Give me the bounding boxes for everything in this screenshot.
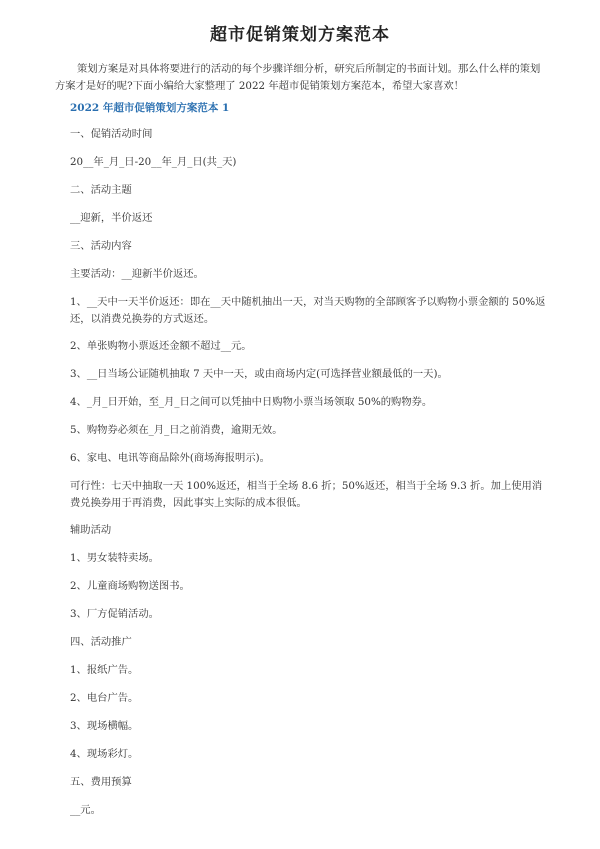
promotion-item-3: 3、现场横幅。 [70, 720, 139, 732]
document-title: 超市促销策划方案范本 [210, 25, 390, 45]
content-item-3: 3、__日当场公证随机抽取 7 天中一天，或由商场内定(可选择营业额最低的一天)。 [70, 368, 448, 380]
heading-budget: 五、费用预算 [70, 776, 132, 788]
content-item-2: 2、单张购物小票返还金额不超过__元。 [70, 340, 252, 352]
content-item-6: 6、家电、电讯等商品除外(商场海报明示)。 [70, 452, 270, 464]
heading-activity-promotion: 四、活动推广 [70, 636, 132, 648]
section-heading: 2022 年超市促销策划方案范本 1 [70, 102, 230, 114]
activity-theme-text: __迎新，半价返还 [70, 212, 153, 224]
feasibility-text: 可行性：七天中抽取一天 100%返还，相当于全场 8.6 折；50%返还，相当于全场 9.3 折。加上使用消费兑换券用于再消费，因此事实上实际的成本很低。 [70, 480, 543, 509]
heading-auxiliary-activity: 辅助活动 [70, 524, 112, 536]
content-item-5: 5、购物券必须在_月_日之前消费，逾期无效。 [70, 424, 283, 436]
content-item-4: 4、_月_日开始，至_月_日之间可以凭抽中日购物小票当场领取 50%的购物券。 [70, 396, 433, 408]
budget-amount: __元。 [70, 804, 101, 816]
promotion-date-range: 20__年_月_日-20__年_月_日(共_天) [70, 156, 237, 168]
heading-activity-theme: 二、活动主题 [70, 184, 132, 196]
auxiliary-item-1: 1、男女装特卖场。 [70, 552, 159, 564]
heading-activity-content: 三、活动内容 [70, 240, 132, 252]
auxiliary-item-3: 3、厂方促销活动。 [70, 608, 159, 620]
main-activity-text: 主要活动：__迎新半价返还。 [70, 268, 204, 280]
content-item-1: 1、__天中一天半价返还：即在__天中随机抽出一天，对当天购物的全部顾客予以购物小票金额的 50%返还，以消费兑换券的方式返还。 [70, 296, 546, 325]
auxiliary-item-2: 2、儿童商场购物送图书。 [70, 580, 190, 592]
promotion-item-4: 4、现场彩灯。 [70, 748, 139, 760]
promotion-item-1: 1、报纸广告。 [70, 664, 139, 676]
intro-paragraph: 策划方案是对具体将要进行的活动的每个步骤详细分析，研究后所制定的书面计划。那么什么样的策划方案才是好的呢?下面小编给大家整理了 2022 年超市促销策划方案范本，希望大家喜欢！ [55, 63, 541, 92]
promotion-item-2: 2、电台广告。 [70, 692, 139, 704]
heading-promotion-time: 一、促销活动时间 [70, 128, 153, 140]
